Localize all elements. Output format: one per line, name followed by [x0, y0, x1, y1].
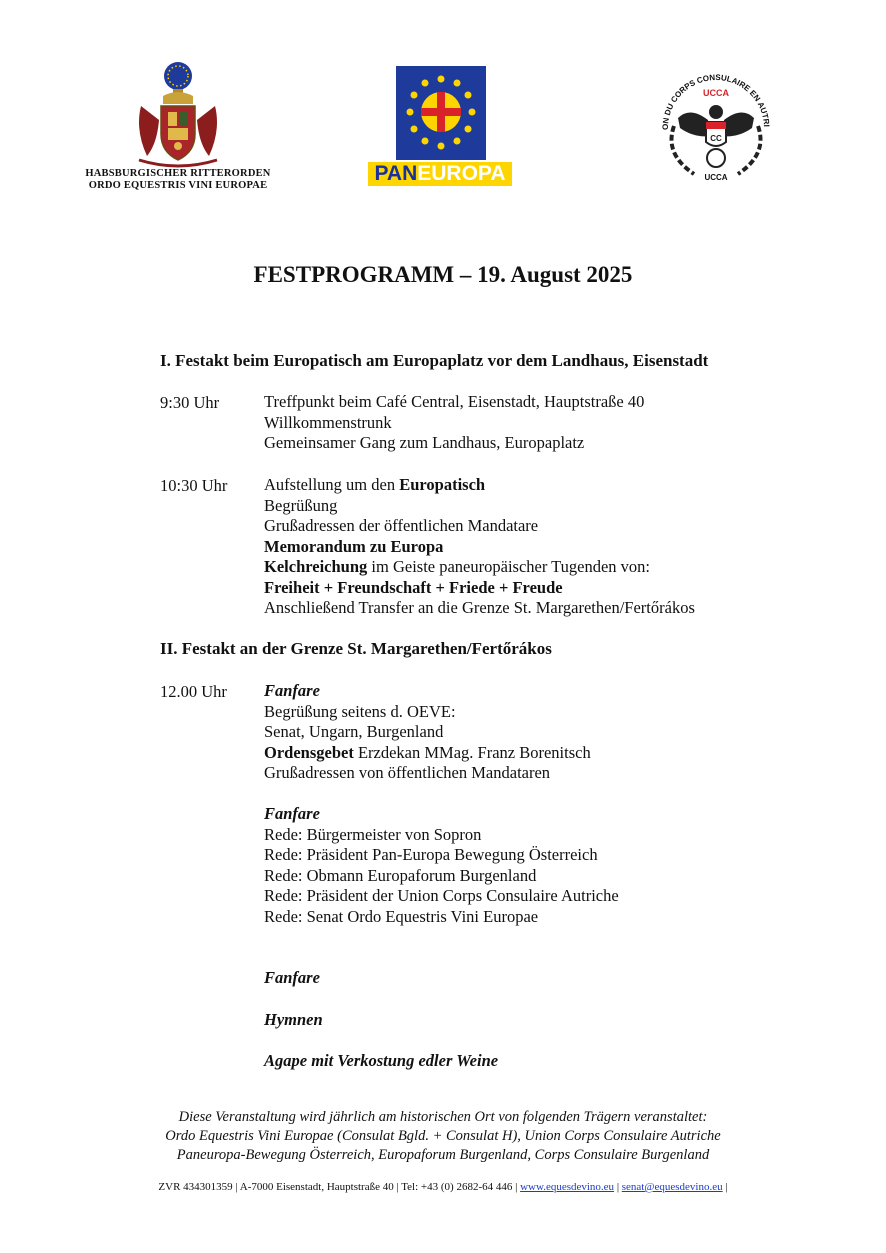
block-0930-line-3: Gemeinsamer Gang zum Landhaus, Europaplatz [264, 433, 585, 452]
time-1200: 12.00 Uhr [160, 682, 227, 701]
block-1030-lines [264, 475, 695, 619]
ucca-inner-bottom-text: UCCA [704, 173, 728, 182]
block-1200-line-5: Grußadressen von öffentlichen Mandataren [264, 763, 551, 782]
coat-of-arms-icon [133, 60, 223, 168]
ordensgebet-text: Erzdekan MMag. Franz Borenitsch [353, 742, 591, 762]
block-1200-lines [264, 681, 591, 784]
speech-1: Rede: Bürgermeister von Sopron [264, 824, 482, 844]
block-1030-kelchreichung: Kelchreichung [264, 557, 368, 576]
section-1-heading: I. Festakt beim Europatisch am Europaplatz vor dem Landhaus, Eisenstadt [160, 351, 709, 370]
page-title: FESTPROGRAMM – 19. August 2025 [253, 262, 633, 287]
agape: Agape mit Verkostung edler Weine [264, 1051, 499, 1070]
block-1030-line-1 [264, 475, 695, 496]
fanfare-3: Fanfare [264, 968, 320, 987]
email-link[interactable]: senat@equesdevino.eu [621, 1181, 723, 1193]
block-0930-line-1: Treffpunkt beim Café Central, Eisenstadt, Hauptstraße 40 [264, 392, 645, 411]
paneuropa-logo [368, 66, 516, 186]
website-link[interactable]: www.equesdevino.eu [520, 1181, 615, 1193]
paneuropa-wordmark [368, 162, 512, 186]
ucca-eagle-emblem-icon [650, 66, 782, 186]
hymnen: Hymnen [264, 1010, 323, 1029]
footer-address [0, 1181, 886, 1193]
block-1200-line-4 [264, 743, 591, 764]
block-0930-lines [264, 392, 644, 454]
footer-address-text: ZVR 434301359 | A-7000 Eisenstadt, Hauptstraße 40 | Tel: +43 (0) 2682-64 446 | [158, 1181, 521, 1193]
speeches-block [264, 804, 619, 927]
footer-end: | [722, 1181, 728, 1193]
fanfare-2: Fanfare [264, 804, 320, 823]
speech-3: Rede: Obmann Europaforum Burgenland [264, 865, 537, 885]
block-1030-virtues: Freiheit + Freundschaft + Friede + Freude [264, 577, 563, 597]
ucca-logo [650, 66, 782, 186]
order-name-line-1: HABSBURGISCHER RITTERORDEN [85, 168, 271, 179]
block-1030-line-3: Grußadressen der öffentlichen Mandatare [264, 516, 539, 535]
speech-2: Rede: Präsident Pan-Europa Bewegung Österreich [264, 845, 598, 864]
section-2-heading: II. Festakt an der Grenze St. Margarethen/Fertőrákos [160, 639, 552, 658]
block-1030-line-7: Anschließend Transfer an die Grenze St. Margarethen/Fertőrákos [264, 598, 695, 617]
footer-line-2: Ordo Equestris Vini Europae (Consulat Bgld. + Consulat H), Union Corps Consulaire Autriche [165, 1128, 721, 1144]
block-1200-line-3: Senat, Ungarn, Burgenland [264, 722, 444, 741]
habsburg-order-logo [78, 60, 278, 192]
paneuropa-wordmark-pan: PAN [374, 162, 418, 185]
ucca-circular-text: ON DU CORPS CONSULAIRE EN AUTRI [660, 72, 771, 131]
paneuropa-wordmark-europa: EUROPA [417, 162, 506, 185]
ucca-shield-text: CC [710, 134, 722, 143]
block-1030-line-2: Begrüßung [264, 495, 338, 515]
block-1030-line-5-text: im Geiste paneuropäischer Tugenden von: [367, 557, 651, 576]
speech-4: Rede: Präsident der Union Corps Consulaire Autriche [264, 886, 619, 905]
time-1030: 10:30 Uhr [160, 476, 228, 495]
block-1030-memorandum: Memorandum zu Europa [264, 536, 444, 556]
block-1030-europatisch: Europatisch [399, 475, 486, 494]
block-1200-line-2: Begrüßung seitens d. OEVE: [264, 701, 456, 721]
speech-5: Rede: Senat Ordo Equestris Vini Europae [264, 906, 539, 926]
footer-line-3: Paneuropa-Bewegung Österreich, Europaforum Burgenland, Corps Consulaire Burgenland [176, 1147, 710, 1163]
fanfare-1: Fanfare [264, 681, 320, 700]
paneuropa-flag-icon [368, 66, 512, 160]
ucca-inner-top-text: UCCA [703, 88, 729, 98]
time-0930: 9:30 Uhr [160, 393, 220, 412]
footer-line-1: Diese Veranstaltung wird jährlich am historischen Ort von folgenden Trägern veranstaltet: [178, 1109, 708, 1125]
order-name-line-2: ORDO EQUESTRIS VINI EUROPAE [88, 180, 268, 191]
footer-organizers [0, 1108, 886, 1165]
block-1030-line-1-text: Aufstellung um den [264, 475, 400, 494]
block-0930-line-2: Willkommenstrunk [264, 412, 392, 432]
footer-separator: | [614, 1181, 622, 1193]
block-1030-line-5 [264, 557, 695, 578]
ordensgebet-label: Ordensgebet [264, 742, 354, 762]
